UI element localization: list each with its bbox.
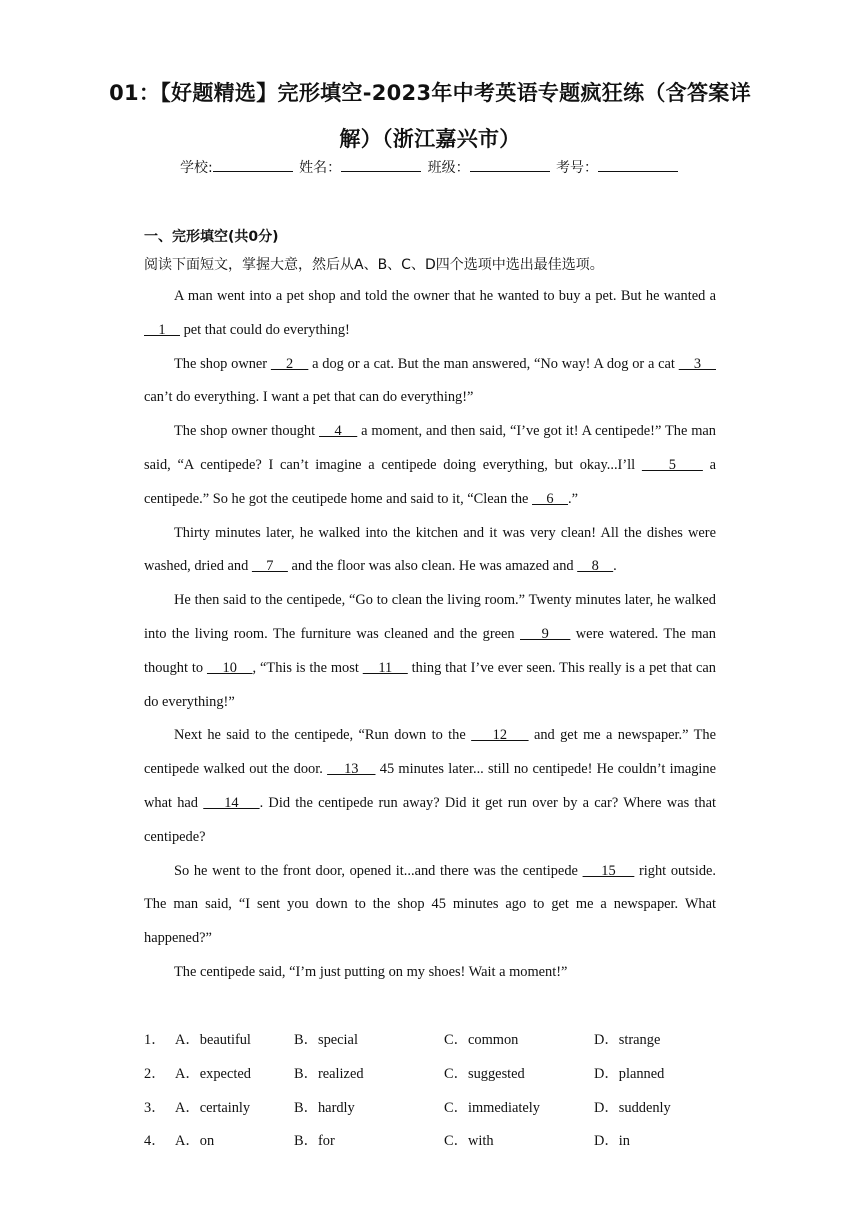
cloze-blank[interactable]: 10	[206, 659, 253, 676]
option-d[interactable]: D．suddenly	[594, 1099, 671, 1116]
cloze-passage	[144, 280, 716, 990]
option-a[interactable]: A．on	[175, 1133, 215, 1150]
option-c[interactable]: C．immediately	[444, 1099, 540, 1116]
option-d[interactable]: D．in	[594, 1133, 630, 1150]
cloze-blank[interactable]: 7	[251, 558, 288, 575]
passage-text: He then said to the centipede, “Go to clean the living room.” Twenty minutes later, he walked into the living room. The furniture was cleaned and the green	[144, 592, 716, 642]
option-c[interactable]: C．suggested	[444, 1065, 525, 1082]
passage-paragraph	[144, 584, 716, 719]
passage-text: right outside. The man said, “I sent you down to the shop 45 minutes ago to get me a newspaper. What happened?”	[144, 862, 717, 947]
passage-text: , “This is the most	[252, 659, 363, 676]
passage-text: The shop owner thought	[174, 423, 320, 440]
question-number: 1．	[144, 1032, 166, 1048]
option-a[interactable]: A．certainly	[175, 1099, 251, 1116]
class-label: 班级：	[427, 160, 470, 176]
section-heading: 一、完形填空(共0分)	[144, 229, 279, 245]
cloze-blank[interactable]: 1	[144, 321, 180, 338]
cloze-blank[interactable]: 5	[641, 456, 703, 473]
passage-text: The centipede said, “I’m just putting on my shoes! Wait a moment!”	[174, 963, 568, 980]
cloze-blank[interactable]: 4	[319, 423, 358, 440]
cloze-blank[interactable]: 15	[582, 862, 635, 879]
passage-text: . Did the centipede run away? Did it get run over by a car? Where was that centipede?	[144, 794, 717, 845]
cloze-blank[interactable]: 8	[577, 558, 614, 575]
passage-text: The shop owner	[174, 355, 271, 372]
cloze-blank[interactable]: 3	[678, 355, 716, 372]
exam-number-field[interactable]	[598, 157, 678, 172]
name-field[interactable]	[341, 157, 421, 172]
option-b[interactable]: B．for	[294, 1133, 335, 1150]
question-number: 3．	[144, 1099, 166, 1116]
student-info-line	[0, 157, 860, 177]
cloze-blank[interactable]: 6	[532, 490, 569, 507]
passage-text: thing that I’ve ever seen. This really is a pet that can do everything!”	[144, 659, 716, 710]
passage-text: So he went to the front door, opened it...and there was the centipede	[174, 862, 583, 879]
passage-text: .”	[568, 490, 579, 507]
question-number: 4．	[144, 1133, 166, 1150]
passage-text: and get me a newspaper.” The centipede walked out the door.	[144, 727, 717, 778]
passage-text: 45 minutes later... still no centipede! He couldn’t imagine what had	[144, 761, 717, 811]
passage-text: were watered. The man thought to	[144, 625, 716, 676]
option-b[interactable]: B．special	[294, 1032, 358, 1048]
answer-options	[144, 1024, 716, 1159]
passage-text: A man went into a pet shop and told the owner that he wanted to buy a pet. But he wanted a	[174, 288, 716, 304]
exam-number-label: 考号：	[556, 160, 599, 176]
school-field[interactable]	[213, 157, 293, 172]
option-b[interactable]: B．hardly	[294, 1099, 355, 1116]
passage-paragraph	[144, 719, 716, 854]
option-c[interactable]: C．common	[444, 1032, 519, 1048]
option-a[interactable]: A．expected	[175, 1065, 251, 1082]
passage-paragraph	[144, 280, 716, 348]
passage-paragraph	[144, 956, 716, 990]
class-field[interactable]	[470, 157, 550, 172]
option-d[interactable]: D．strange	[594, 1032, 661, 1048]
passage-text: pet that could do everything!	[179, 321, 350, 338]
passage-text: Next he said to the centipede, “Run down to the	[174, 727, 472, 744]
passage-text: Thirty minutes later, he walked into the kitchen and it was very clean! All the dishes were washed, dried and	[144, 524, 716, 575]
option-row	[144, 1058, 716, 1092]
instruction-text: 阅读下面短文，掌握大意，然后从A、B、C、D四个选项中选出最佳选项。	[144, 257, 604, 273]
option-row	[144, 1024, 716, 1058]
passage-paragraph	[144, 517, 716, 585]
cloze-blank[interactable]: 13	[327, 761, 376, 778]
passage-text: .	[613, 558, 617, 575]
passage-text: and the floor was also clean. He was amazed and	[287, 558, 578, 575]
option-row	[144, 1092, 716, 1126]
passage-paragraph	[144, 348, 716, 416]
option-d[interactable]: D．planned	[594, 1065, 665, 1082]
cloze-blank[interactable]: 12	[471, 727, 529, 744]
option-b[interactable]: B．realized	[294, 1065, 364, 1082]
school-label: 学校:	[179, 160, 213, 176]
question-number: 2．	[144, 1065, 166, 1082]
passage-paragraph	[144, 415, 716, 516]
name-label: 姓名：	[299, 160, 342, 176]
cloze-blank[interactable]: 2	[270, 355, 309, 372]
passage-text: a moment, and then said, “I’ve got it! A centipede!” The man said, “A centipede? I can’t imagine a centipede doing everything, but okay...I’ll	[144, 423, 717, 473]
document-title: 01：【好题精选】完形填空-2023年中考英语专题疯狂练（含答案详解）（浙江嘉兴市）	[109, 81, 751, 151]
passage-text: can’t do everything. I want a pet that can do everything!”	[144, 389, 474, 406]
option-a[interactable]: A．beautiful	[175, 1032, 251, 1048]
passage-text: a centipede.” So he got the ceutipede home and said to it, “Clean the	[144, 456, 716, 507]
passage-paragraph	[144, 855, 716, 956]
option-row	[144, 1125, 716, 1159]
cloze-blank[interactable]: 11	[362, 659, 408, 676]
cloze-blank[interactable]: 14	[203, 794, 260, 811]
option-c[interactable]: C．with	[444, 1133, 494, 1150]
cloze-blank[interactable]: 9	[520, 625, 571, 642]
passage-text: a dog or a cat. But the man answered, “No way! A dog or a cat	[308, 355, 679, 372]
